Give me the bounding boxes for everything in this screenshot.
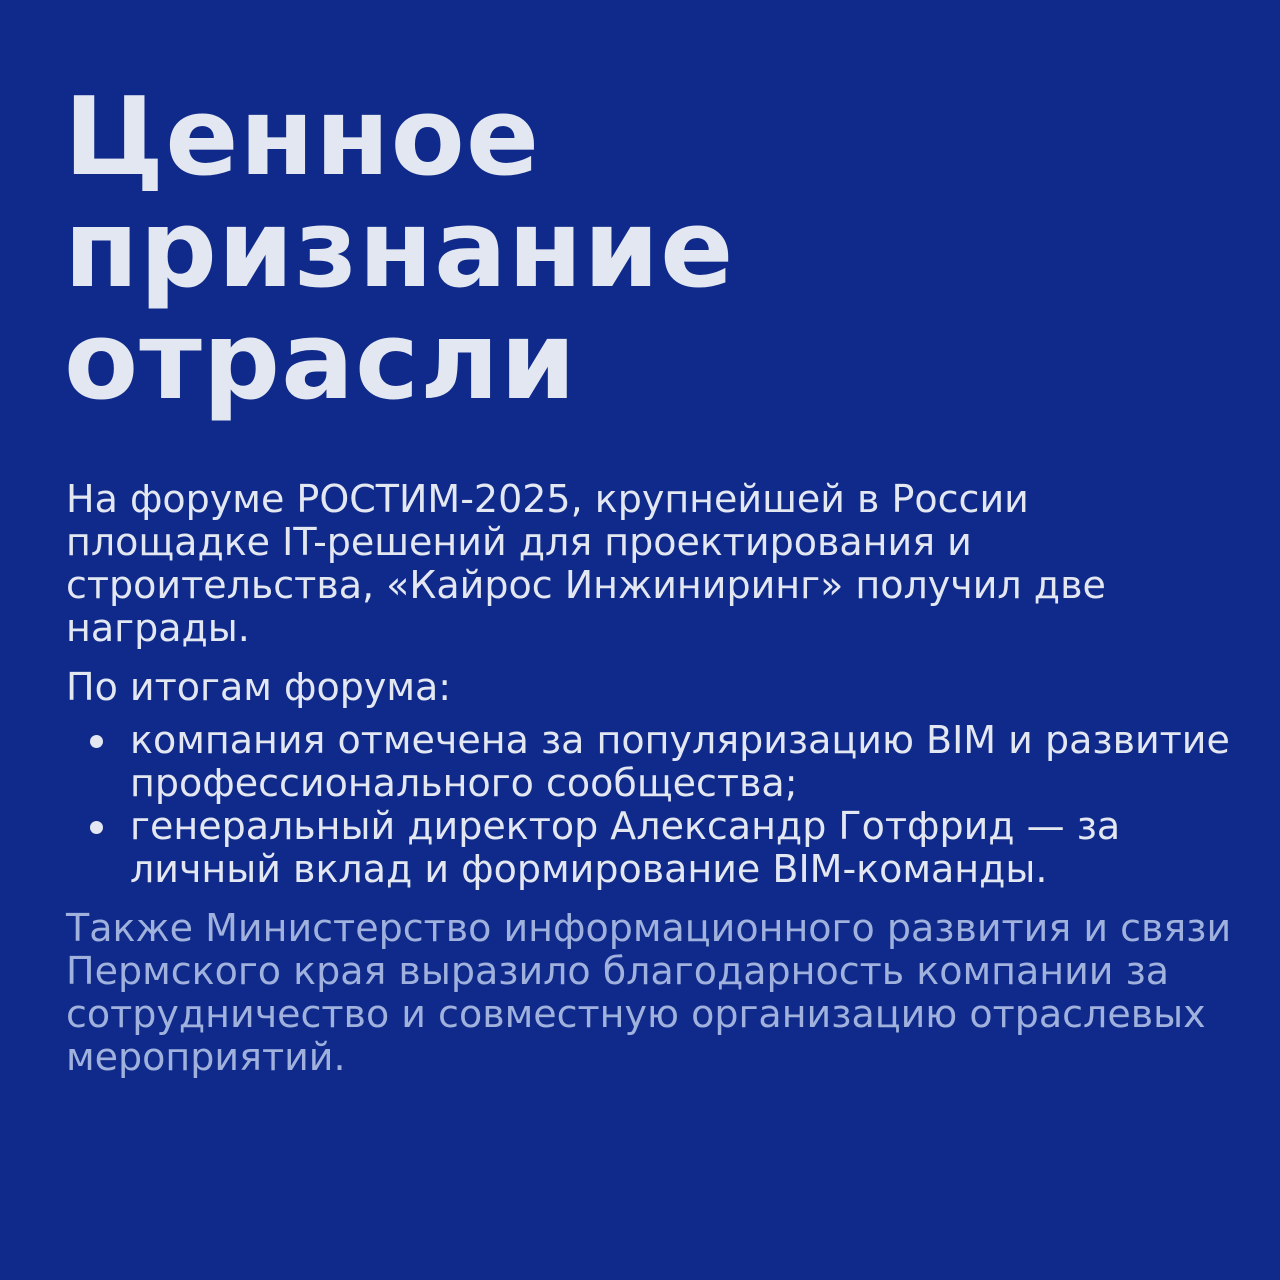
outro-paragraph: Также Министерство информационного развития и связи Пермского края выразило благодарность компании за сотрудничество и совместную организацию отраслевых мероприятий. [66, 906, 1232, 1079]
title-line-2: признание [64, 187, 735, 312]
list-item: генеральный директор Александр Готфрид — за личный вклад и формирование BIM-команды. [66, 805, 1236, 891]
lead-paragraph: По итогам форума: [66, 665, 452, 709]
title-line-1: Ценное [64, 75, 541, 200]
body-text [66, 478, 1236, 1079]
intro-paragraph: На форуме РОСТИМ-2025, крупнейшей в России площадке IT-решений для проектирования и строительства, «Кайрос Инжиниринг» получил две награды. [66, 477, 1106, 650]
awards-list [66, 719, 1236, 891]
title-line-3: отрасли [64, 299, 577, 424]
list-item: компания отмечена за популяризацию BIM и развитие профессионального сообщества; [66, 719, 1236, 805]
page-title [64, 75, 735, 424]
